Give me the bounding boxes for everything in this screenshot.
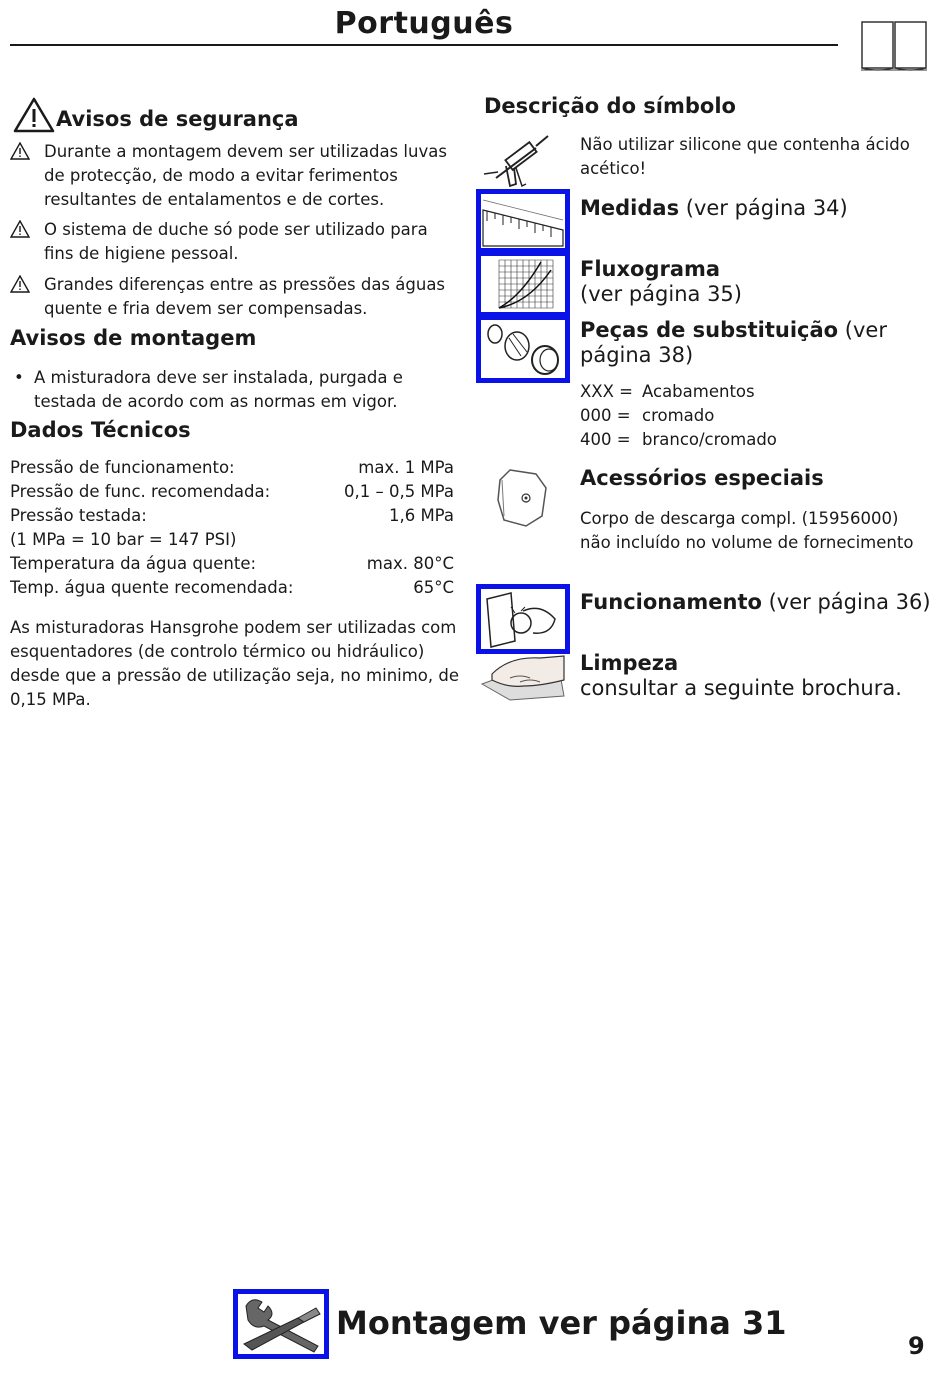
code-row: 400 = branco/cromado (580, 430, 777, 449)
code-row: XXX = Acabamentos (580, 382, 755, 401)
tech-row: (1 MPa = 10 bar = 147 PSI) (10, 530, 237, 549)
tech-heading: Dados Técnicos (10, 418, 191, 442)
pecas-label: Peças de substituição (ver página 38) (580, 318, 887, 367)
book-icon (860, 16, 928, 72)
safety-item (10, 218, 460, 266)
tech-row: Pressão de func. recomendada: 0,1 – 0,5 MPa (10, 482, 454, 501)
title-rule (10, 44, 838, 46)
limpeza-label: Limpeza consultar a seguinte brochura. (580, 651, 902, 700)
acessorios-text: Corpo de descarga compl. (15956000) não incluído no volume de fornecimento (580, 509, 914, 552)
tech-row: Pressão de funcionamento: max. 1 MPa (10, 458, 454, 477)
safety-heading: Avisos de segurança (56, 107, 299, 131)
tech-note: As misturadoras Hansgrohe podem ser utilizadas com esquentadores (de controlo térmico ou hidráulico) desde que a pressão de utilização seja, no minimo, de 0,15 MPa. (10, 618, 460, 709)
silicone-text: Não utilizar silicone que contenha ácido acético! (580, 135, 910, 178)
safety-item-text: O sistema de duche só pode ser utilizado para fins de higiene pessoal. (44, 220, 428, 263)
spare-parts-icon (476, 315, 570, 383)
assembly-heading: Avisos de montagem (10, 326, 257, 350)
tech-row: Pressão testada: 1,6 MPa (10, 506, 454, 525)
safety-item-text: Grandes diferenças entre as pressões das águas quente e fria devem ser compensadas. (44, 275, 446, 318)
flush-body-icon (496, 466, 548, 528)
warning-icon (10, 273, 44, 321)
warning-icon (10, 140, 44, 212)
warning-icon (10, 218, 44, 266)
code-row: 000 = cromado (580, 406, 715, 425)
page-title: Português (334, 6, 514, 41)
safety-item (10, 273, 460, 321)
medidas-label: Medidas (ver página 34) (580, 196, 848, 220)
flow-chart-icon (476, 251, 570, 317)
page-number: 9 (908, 1332, 925, 1360)
tools-icon (233, 1289, 329, 1359)
tech-row: Temperatura da água quente: max. 80°C (10, 554, 454, 573)
dimensions-icon (476, 189, 570, 253)
tech-row: Temp. água quente recomendada: 65°C (10, 578, 454, 597)
safety-item-text: Durante a montagem devem ser utilizadas luvas de protecção, de modo a evitar ferimentos resultantes de entalamentos e de cortes. (44, 142, 447, 209)
cleaning-hand-icon (480, 652, 568, 702)
assembly-item: • A misturadora deve ser instalada, purgada e testada de acordo com as normas em vigor. (10, 366, 460, 414)
funcionamento-label: Funcionamento (ver página 36) (580, 590, 931, 614)
safety-item (10, 140, 460, 212)
assembly-item-text: A misturadora deve ser instalada, purgada e testada de acordo com as normas em vigor. (34, 368, 403, 411)
warning-icon (13, 97, 55, 133)
symbol-heading: Descrição do símbolo (484, 94, 736, 118)
operation-icon (476, 584, 570, 654)
silicone-gun-icon (476, 128, 570, 190)
acessorios-heading: Acessórios especiais (580, 466, 824, 490)
assembly-reference: Montagem ver página 31 (336, 1304, 787, 1342)
fluxograma-label: Fluxograma (ver página 35) (580, 257, 742, 306)
